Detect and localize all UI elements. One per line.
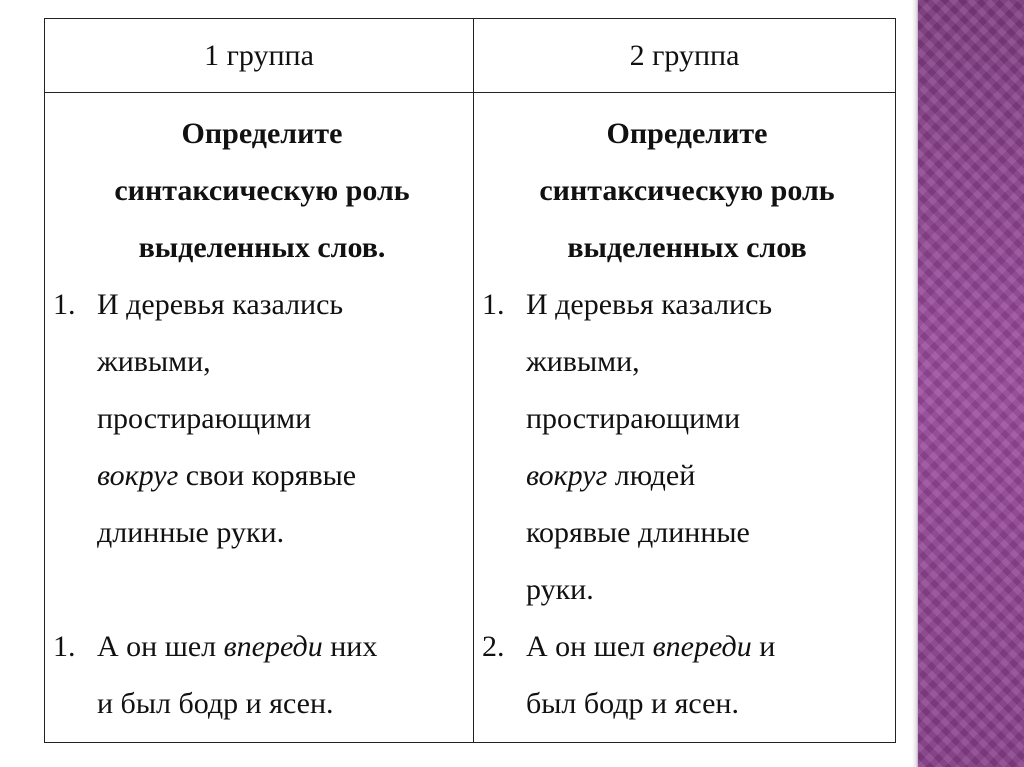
task-prompt-1 [53,105,471,276]
prompt-line: синтаксическую роль [539,174,835,207]
item-number: 1. [482,288,505,321]
prompt-line: синтаксическую роль [114,174,410,207]
prompt-line: Определите [181,117,343,150]
highlighted-word: впереди [652,630,752,663]
column-divider [473,19,474,742]
item-line: И деревья казались [526,288,773,321]
decorative-side-panel [918,0,1024,767]
list-item [482,276,892,618]
comparison-table [44,18,896,743]
item-line: простирающими [526,402,741,435]
item-number: 1. [53,630,76,663]
item-line [526,447,892,504]
item-line: руки. [526,573,594,606]
header-group-2: 2 группа [629,39,740,72]
prompt-line: выделенных слов. [138,231,386,264]
highlighted-word: вокруг [526,459,608,492]
item-line: И деревья казались [97,288,344,321]
item-text [526,276,892,618]
item-line: живыми, [97,345,211,378]
item-text [97,618,471,732]
cell-group-2 [482,105,892,732]
header-group-1: 1 группа [204,39,314,72]
item-line [526,618,892,675]
list-item [482,618,892,732]
item-text [526,618,892,732]
item-number: 1. [53,288,76,321]
item-number: 2. [482,630,505,663]
prompt-line: выделенных слов [567,231,807,264]
highlighted-word: вокруг [97,459,179,492]
cell-group-1 [53,105,471,732]
item-line-rest: свои корявые [178,459,357,492]
item-line [97,447,471,504]
item-line-rest: них [322,630,378,663]
list-item [53,618,471,732]
item-line-rest: людей [607,459,696,492]
item-line-start: А он шел [97,630,224,663]
item-line-start: А он шел [526,630,653,663]
list-item [53,276,471,561]
highlighted-word: впереди [223,630,323,663]
item-line [97,618,471,675]
item-line: простирающими [97,402,312,435]
item-line: и был бодр и ясен. [97,687,334,720]
task-prompt-2 [482,105,892,276]
prompt-line: Определите [606,117,768,150]
table-header-row [45,19,895,93]
item-line: был бодр и ясен. [526,687,739,720]
item-line-rest: и [751,630,776,663]
item-text [97,276,471,561]
item-line: длинные руки. [97,516,285,549]
item-line: живыми, [526,345,640,378]
item-line: корявые длинные [526,516,750,549]
